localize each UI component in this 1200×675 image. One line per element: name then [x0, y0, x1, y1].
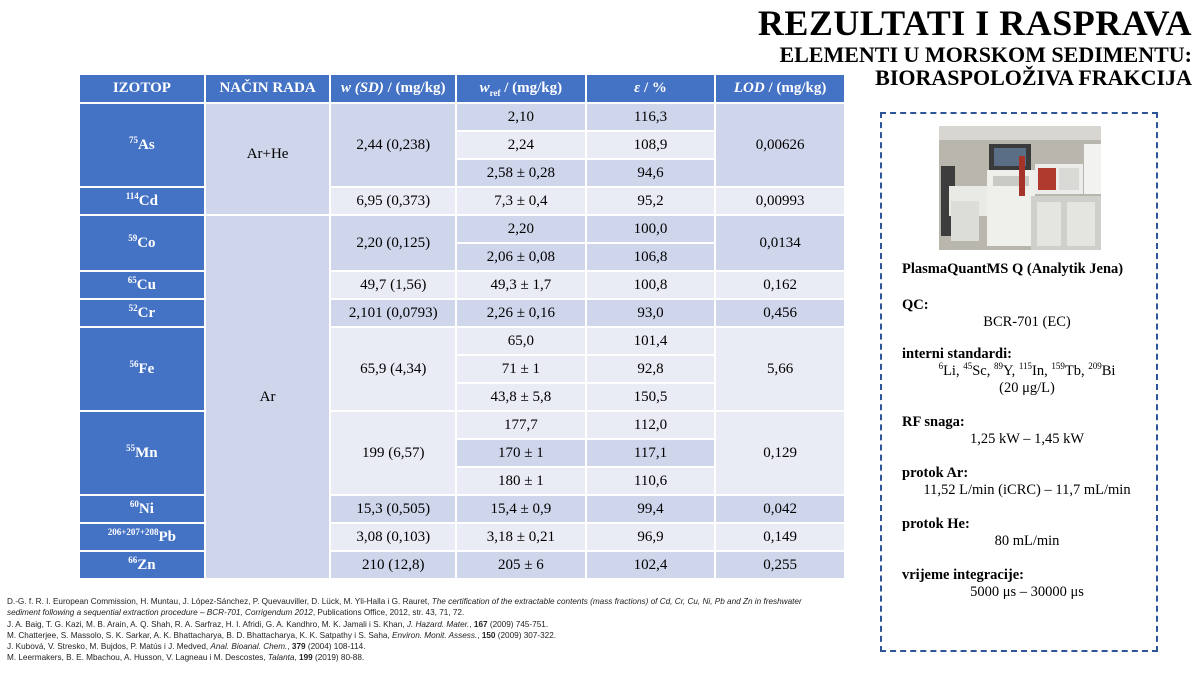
reference-item: sediment following a sequential extraction procedure – BCR-701, Corrigendum 2012, Publications Office, 2012, str. 43, 71, 72. — [7, 608, 465, 618]
integration-time-title: vrijeme integracije: — [902, 567, 1024, 583]
isotope-cell-co: $^{59}$Co — [79, 215, 205, 271]
w-cell: 2,44 (0,238) — [330, 103, 456, 187]
slide-subtitle-line1: ELEMENTI U MORSKOM SEDIMENTU: — [779, 42, 1192, 67]
lod-cell: 5,66 — [715, 327, 845, 411]
lod-cell: 0,129 — [715, 411, 845, 495]
header-isotope: IZOTOP — [79, 74, 205, 103]
eps-cell: 110,6 — [586, 467, 716, 495]
table-row — [79, 215, 845, 243]
table-row — [79, 523, 845, 551]
header-wref: $w_{ref} / (mg/kg)$ — [456, 74, 586, 103]
eps-cell: 117,1 — [586, 439, 716, 467]
wref-cell: 2,20 — [456, 215, 586, 243]
wref-cell: 49,3 ± 1,7 — [456, 271, 586, 299]
slide-title: REZULTATI I RASPRAVA — [757, 3, 1192, 43]
isotope-cell-zn: $^{66}$Zn — [79, 551, 205, 579]
wref-cell: 2,10 — [456, 103, 586, 131]
wref-cell: 2,06 ± 0,08 — [456, 243, 586, 271]
instrument-info-box — [880, 112, 1158, 652]
table-row — [79, 299, 845, 327]
isotope-cell-ni: $^{60}$Ni — [79, 495, 205, 523]
references — [7, 596, 887, 664]
wref-cell: 7,3 ± 0,4 — [456, 187, 586, 215]
eps-cell: 106,8 — [586, 243, 716, 271]
isotope-cell-fe: $^{56}$Fe — [79, 327, 205, 411]
eps-cell: 150,5 — [586, 383, 716, 411]
results-table — [78, 73, 846, 580]
mode-cell-ar: Ar — [205, 215, 331, 579]
isotope-cell-mn: $^{55}$Mn — [79, 411, 205, 495]
integration-time-value: 5000 μs – 30000 μs — [970, 584, 1084, 600]
wref-cell: 177,7 — [456, 411, 586, 439]
wref-cell: 2,58 ± 0,28 — [456, 159, 586, 187]
w-cell: 2,20 (0,125) — [330, 215, 456, 271]
header-eps: ε / % — [586, 74, 716, 103]
wref-cell: 180 ± 1 — [456, 467, 586, 495]
he-flow-title: protok He: — [902, 516, 970, 532]
reference-item: D.-G. f. R. I. European Commission, H. Muntau, J. López-Sánchez, P. Quevauviller, D. Lück, M. Yli-Halla i G. Rauret, The certification of the extractable contents (mass fractions) of Cd, Cr, Cu, Ni, Pb and Zn in freshwater — [7, 597, 802, 606]
header-mode: NAČIN RADA — [205, 74, 331, 103]
isotope-cell-as: $^{75}$As — [79, 103, 205, 187]
header-lod: LOD / (mg/kg) — [715, 74, 845, 103]
instrument-photo — [939, 126, 1101, 250]
w-cell: 49,7 (1,56) — [330, 271, 456, 299]
slide-subtitle-line2: BIORASPOLOŽIVA FRAKCIJA — [875, 65, 1192, 90]
he-flow-value: 80 mL/min — [994, 533, 1060, 549]
reference-item: J. Kubová, V. Stresko, M. Bujdos, P. Matús i J. Medved, Anal. Bioanal. Chem., 379 (2004) 108-114. — [7, 642, 366, 652]
eps-cell: 99,4 — [586, 495, 716, 523]
lod-cell: 0,255 — [715, 551, 845, 579]
wref-cell: 15,4 ± 0,9 — [456, 495, 586, 523]
table-row — [79, 411, 845, 439]
mode-cell-arhe: Ar+He — [205, 103, 331, 215]
isotope-cell-cu: $^{65}$Cu — [79, 271, 205, 299]
wref-cell: 170 ± 1 — [456, 439, 586, 467]
isotope-cell-cd: $^{114}$Cd — [79, 187, 205, 215]
rf-power-value: 1,25 kW – 1,45 kW — [969, 431, 1085, 447]
reference-item: M. Leermakers, B. E. Mbachou, A. Husson, V. Lagneau i M. Descostes, Talanta, 199 (2019) 80-88. — [7, 653, 365, 663]
ar-flow-title: protok Ar: — [902, 465, 969, 481]
wref-cell: 205 ± 6 — [456, 551, 586, 579]
internal-standards-value: $^6$Li, $^{45}$Sc, $^{89}$Y, $^{115}$In, $^{159}$Tb, $^{209}$Bi — [938, 361, 1116, 379]
internal-standards-title: interni standardi: — [902, 346, 1012, 362]
lod-cell: 0,0134 — [715, 215, 845, 271]
lab-instrument-image — [939, 126, 1101, 250]
eps-cell: 102,4 — [586, 551, 716, 579]
eps-cell: 100,0 — [586, 215, 716, 243]
eps-cell: 94,6 — [586, 159, 716, 187]
eps-cell: 100,8 — [586, 271, 716, 299]
lod-cell: 0,00626 — [715, 103, 845, 187]
w-cell: 2,101 (0,0793) — [330, 299, 456, 327]
eps-cell: 116,3 — [586, 103, 716, 131]
w-cell: 199 (6,57) — [330, 411, 456, 495]
eps-cell: 96,9 — [586, 523, 716, 551]
qc-value: BCR-701 (EC) — [983, 314, 1071, 330]
isotope-cell-cr: $^{52}$Cr — [79, 299, 205, 327]
eps-cell: 93,0 — [586, 299, 716, 327]
w-cell: 15,3 (0,505) — [330, 495, 456, 523]
eps-cell: 95,2 — [586, 187, 716, 215]
lod-cell: 0,162 — [715, 271, 845, 299]
ar-flow-value: 11,52 L/min (iCRC) – 11,7 mL/min — [923, 482, 1131, 498]
lod-cell: 0,042 — [715, 495, 845, 523]
lod-cell: 0,456 — [715, 299, 845, 327]
table-row — [79, 271, 845, 299]
table-row — [79, 495, 845, 523]
instrument-name: PlasmaQuantMS Q (Analytik Jena) — [902, 261, 1124, 277]
instrument-details — [902, 261, 1152, 601]
wref-cell: 71 ± 1 — [456, 355, 586, 383]
lod-cell: 0,149 — [715, 523, 845, 551]
table-row — [79, 551, 845, 579]
isotope-cell-pb: $^{206+207+208}$Pb — [79, 523, 205, 551]
reference-item: J. A. Baig, T. G. Kazi, M. B. Arain, A. Q. Shah, R. A. Sarfraz, H. I. Afridi, G. A. Kandhro, M. K. Jamali i S. Khan, J. Hazard. Mater., 167 (2009) 745-751. — [7, 619, 549, 629]
wref-cell: 65,0 — [456, 327, 586, 355]
rf-power-title: RF snaga: — [902, 414, 965, 430]
internal-standards-concentration: (20 μg/L) — [999, 380, 1055, 396]
header-w: w (SD) / (mg/kg) — [330, 74, 456, 103]
w-cell: 3,08 (0,103) — [330, 523, 456, 551]
lod-cell: 0,00993 — [715, 187, 845, 215]
w-cell: 6,95 (0,373) — [330, 187, 456, 215]
wref-cell: 2,24 — [456, 131, 586, 159]
eps-cell: 101,4 — [586, 327, 716, 355]
table-row — [79, 327, 845, 355]
w-cell: 210 (12,8) — [330, 551, 456, 579]
table-row — [79, 187, 845, 215]
eps-cell: 112,0 — [586, 411, 716, 439]
eps-cell: 108,9 — [586, 131, 716, 159]
w-cell: 65,9 (4,34) — [330, 327, 456, 411]
qc-title: QC: — [902, 297, 929, 313]
wref-cell: 2,26 ± 0,16 — [456, 299, 586, 327]
wref-cell: 3,18 ± 0,21 — [456, 523, 586, 551]
wref-cell: 43,8 ± 5,8 — [456, 383, 586, 411]
table-header-row — [79, 74, 845, 103]
table-row — [79, 103, 845, 131]
reference-item: M. Chatterjee, S. Massolo, S. K. Sarkar, A. K. Bhattacharya, B. D. Bhattacharya, K. K. Satpathy i S. Saha, Environ. Monit. Assess., 150 (2009) 307-322. — [7, 630, 557, 640]
eps-cell: 92,8 — [586, 355, 716, 383]
